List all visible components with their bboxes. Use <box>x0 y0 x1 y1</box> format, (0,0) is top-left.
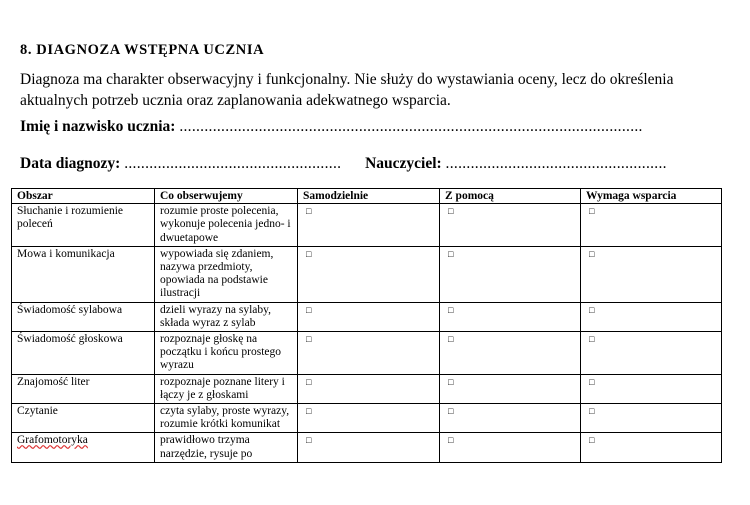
checkbox-independent[interactable]: □ <box>306 406 312 417</box>
checkbox-needs-support[interactable]: □ <box>589 248 595 259</box>
observe-cell: rozpoznaje poznane litery i łączy je z głoskami <box>155 374 298 403</box>
observe-cell: prawidłowo trzyma narzędzie, rysuje po <box>155 433 298 462</box>
checkbox-cell-needs-support <box>581 246 722 302</box>
table-body <box>12 204 722 463</box>
checkbox-independent[interactable]: □ <box>306 304 312 315</box>
observe-cell: rozumie proste polecenia, wykonuje polecenia jedno- i dwuetapowe <box>155 204 298 247</box>
header-observe: Co obserwujemy <box>155 189 298 204</box>
area-cell: Słuchanie i rozumienie poleceń <box>12 204 155 247</box>
observation-table <box>11 188 722 463</box>
diagnosis-date-blank[interactable]: .................................................... <box>124 155 342 172</box>
checkbox-cell-independent <box>298 404 440 433</box>
section-heading: 8. DIAGNOZA WSTĘPNA UCZNIA <box>20 42 265 58</box>
checkbox-cell-independent <box>298 374 440 403</box>
checkbox-cell-with-help <box>440 246 581 302</box>
checkbox-needs-support[interactable]: □ <box>589 406 595 417</box>
checkbox-with-help[interactable]: □ <box>448 376 454 387</box>
area-cell: Znajomość liter <box>12 374 155 403</box>
area-cell: Świadomość sylabowa <box>12 302 155 331</box>
checkbox-cell-with-help <box>440 332 581 375</box>
checkbox-cell-with-help <box>440 433 581 462</box>
checkbox-needs-support[interactable]: □ <box>589 435 595 446</box>
area-cell: Grafomotoryka <box>12 433 155 462</box>
checkbox-independent[interactable]: □ <box>306 206 312 217</box>
area-cell: Mowa i komunikacja <box>12 246 155 302</box>
observe-cell: wypowiada się zdaniem, nazywa przedmioty, opowiada na podstawie ilustracji <box>155 246 298 302</box>
observe-cell: rozpoznaje głoskę na początku i końcu prostego wyrazu <box>155 332 298 375</box>
checkbox-cell-independent <box>298 246 440 302</box>
teacher-label: Nauczyciel: <box>365 155 442 172</box>
observe-cell: dzieli wyrazy na sylaby, składa wyraz z sylab <box>155 302 298 331</box>
checkbox-independent[interactable]: □ <box>306 248 312 259</box>
checkbox-cell-with-help <box>440 302 581 331</box>
table-row <box>12 374 722 403</box>
checkbox-cell-with-help <box>440 404 581 433</box>
checkbox-independent[interactable]: □ <box>306 435 312 446</box>
header-needs-support: Wymaga wsparcia <box>581 189 722 204</box>
observe-cell: czyta sylaby, proste wyrazy, rozumie krótki komunikat <box>155 404 298 433</box>
checkbox-cell-needs-support <box>581 204 722 247</box>
checkbox-needs-support[interactable]: □ <box>589 376 595 387</box>
checkbox-with-help[interactable]: □ <box>448 435 454 446</box>
checkbox-cell-needs-support <box>581 302 722 331</box>
checkbox-cell-with-help <box>440 374 581 403</box>
area-cell: Świadomość głoskowa <box>12 332 155 375</box>
table-row <box>12 404 722 433</box>
checkbox-independent[interactable]: □ <box>306 376 312 387</box>
checkbox-with-help[interactable]: □ <box>448 206 454 217</box>
checkbox-with-help[interactable]: □ <box>448 304 454 315</box>
checkbox-cell-needs-support <box>581 374 722 403</box>
checkbox-cell-independent <box>298 433 440 462</box>
table-row <box>12 246 722 302</box>
diagnosis-date-label: Data diagnozy: <box>20 155 121 172</box>
checkbox-needs-support[interactable]: □ <box>589 206 595 217</box>
checkbox-cell-independent <box>298 204 440 247</box>
header-with-help: Z pomocą <box>440 189 581 204</box>
checkbox-cell-independent <box>298 302 440 331</box>
checkbox-cell-needs-support <box>581 332 722 375</box>
checkbox-cell-with-help <box>440 204 581 247</box>
checkbox-with-help[interactable]: □ <box>448 406 454 417</box>
intro-paragraph: Diagnoza ma charakter obserwacyjny i funkcjonalny. Nie służy do wystawiania oceny, lecz do określenia aktualnych potrzeb ucznia oraz zaplanowania adekwatnego wsparcia. <box>20 71 674 109</box>
checkbox-with-help[interactable]: □ <box>448 334 454 345</box>
table-row <box>12 433 722 462</box>
date-teacher-line <box>20 155 667 173</box>
text-cursor <box>721 262 722 275</box>
area-cell: Czytanie <box>12 404 155 433</box>
student-name-label: Imię i nazwisko ucznia: <box>20 118 176 135</box>
header-independent: Samodzielnie <box>298 189 440 204</box>
student-name-blank[interactable]: ............................................................................................................... <box>179 118 643 135</box>
table-header-row <box>12 189 722 204</box>
header-area: Obszar <box>12 189 155 204</box>
checkbox-independent[interactable]: □ <box>306 334 312 345</box>
checkbox-with-help[interactable]: □ <box>448 248 454 259</box>
checkbox-needs-support[interactable]: □ <box>589 334 595 345</box>
teacher-blank[interactable]: ..................................................... <box>445 155 667 172</box>
table-row <box>12 302 722 331</box>
checkbox-cell-needs-support <box>581 433 722 462</box>
table-row <box>12 204 722 247</box>
student-name-line <box>20 118 643 136</box>
checkbox-needs-support[interactable]: □ <box>589 304 595 315</box>
checkbox-cell-independent <box>298 332 440 375</box>
table-row <box>12 332 722 375</box>
checkbox-cell-needs-support <box>581 404 722 433</box>
